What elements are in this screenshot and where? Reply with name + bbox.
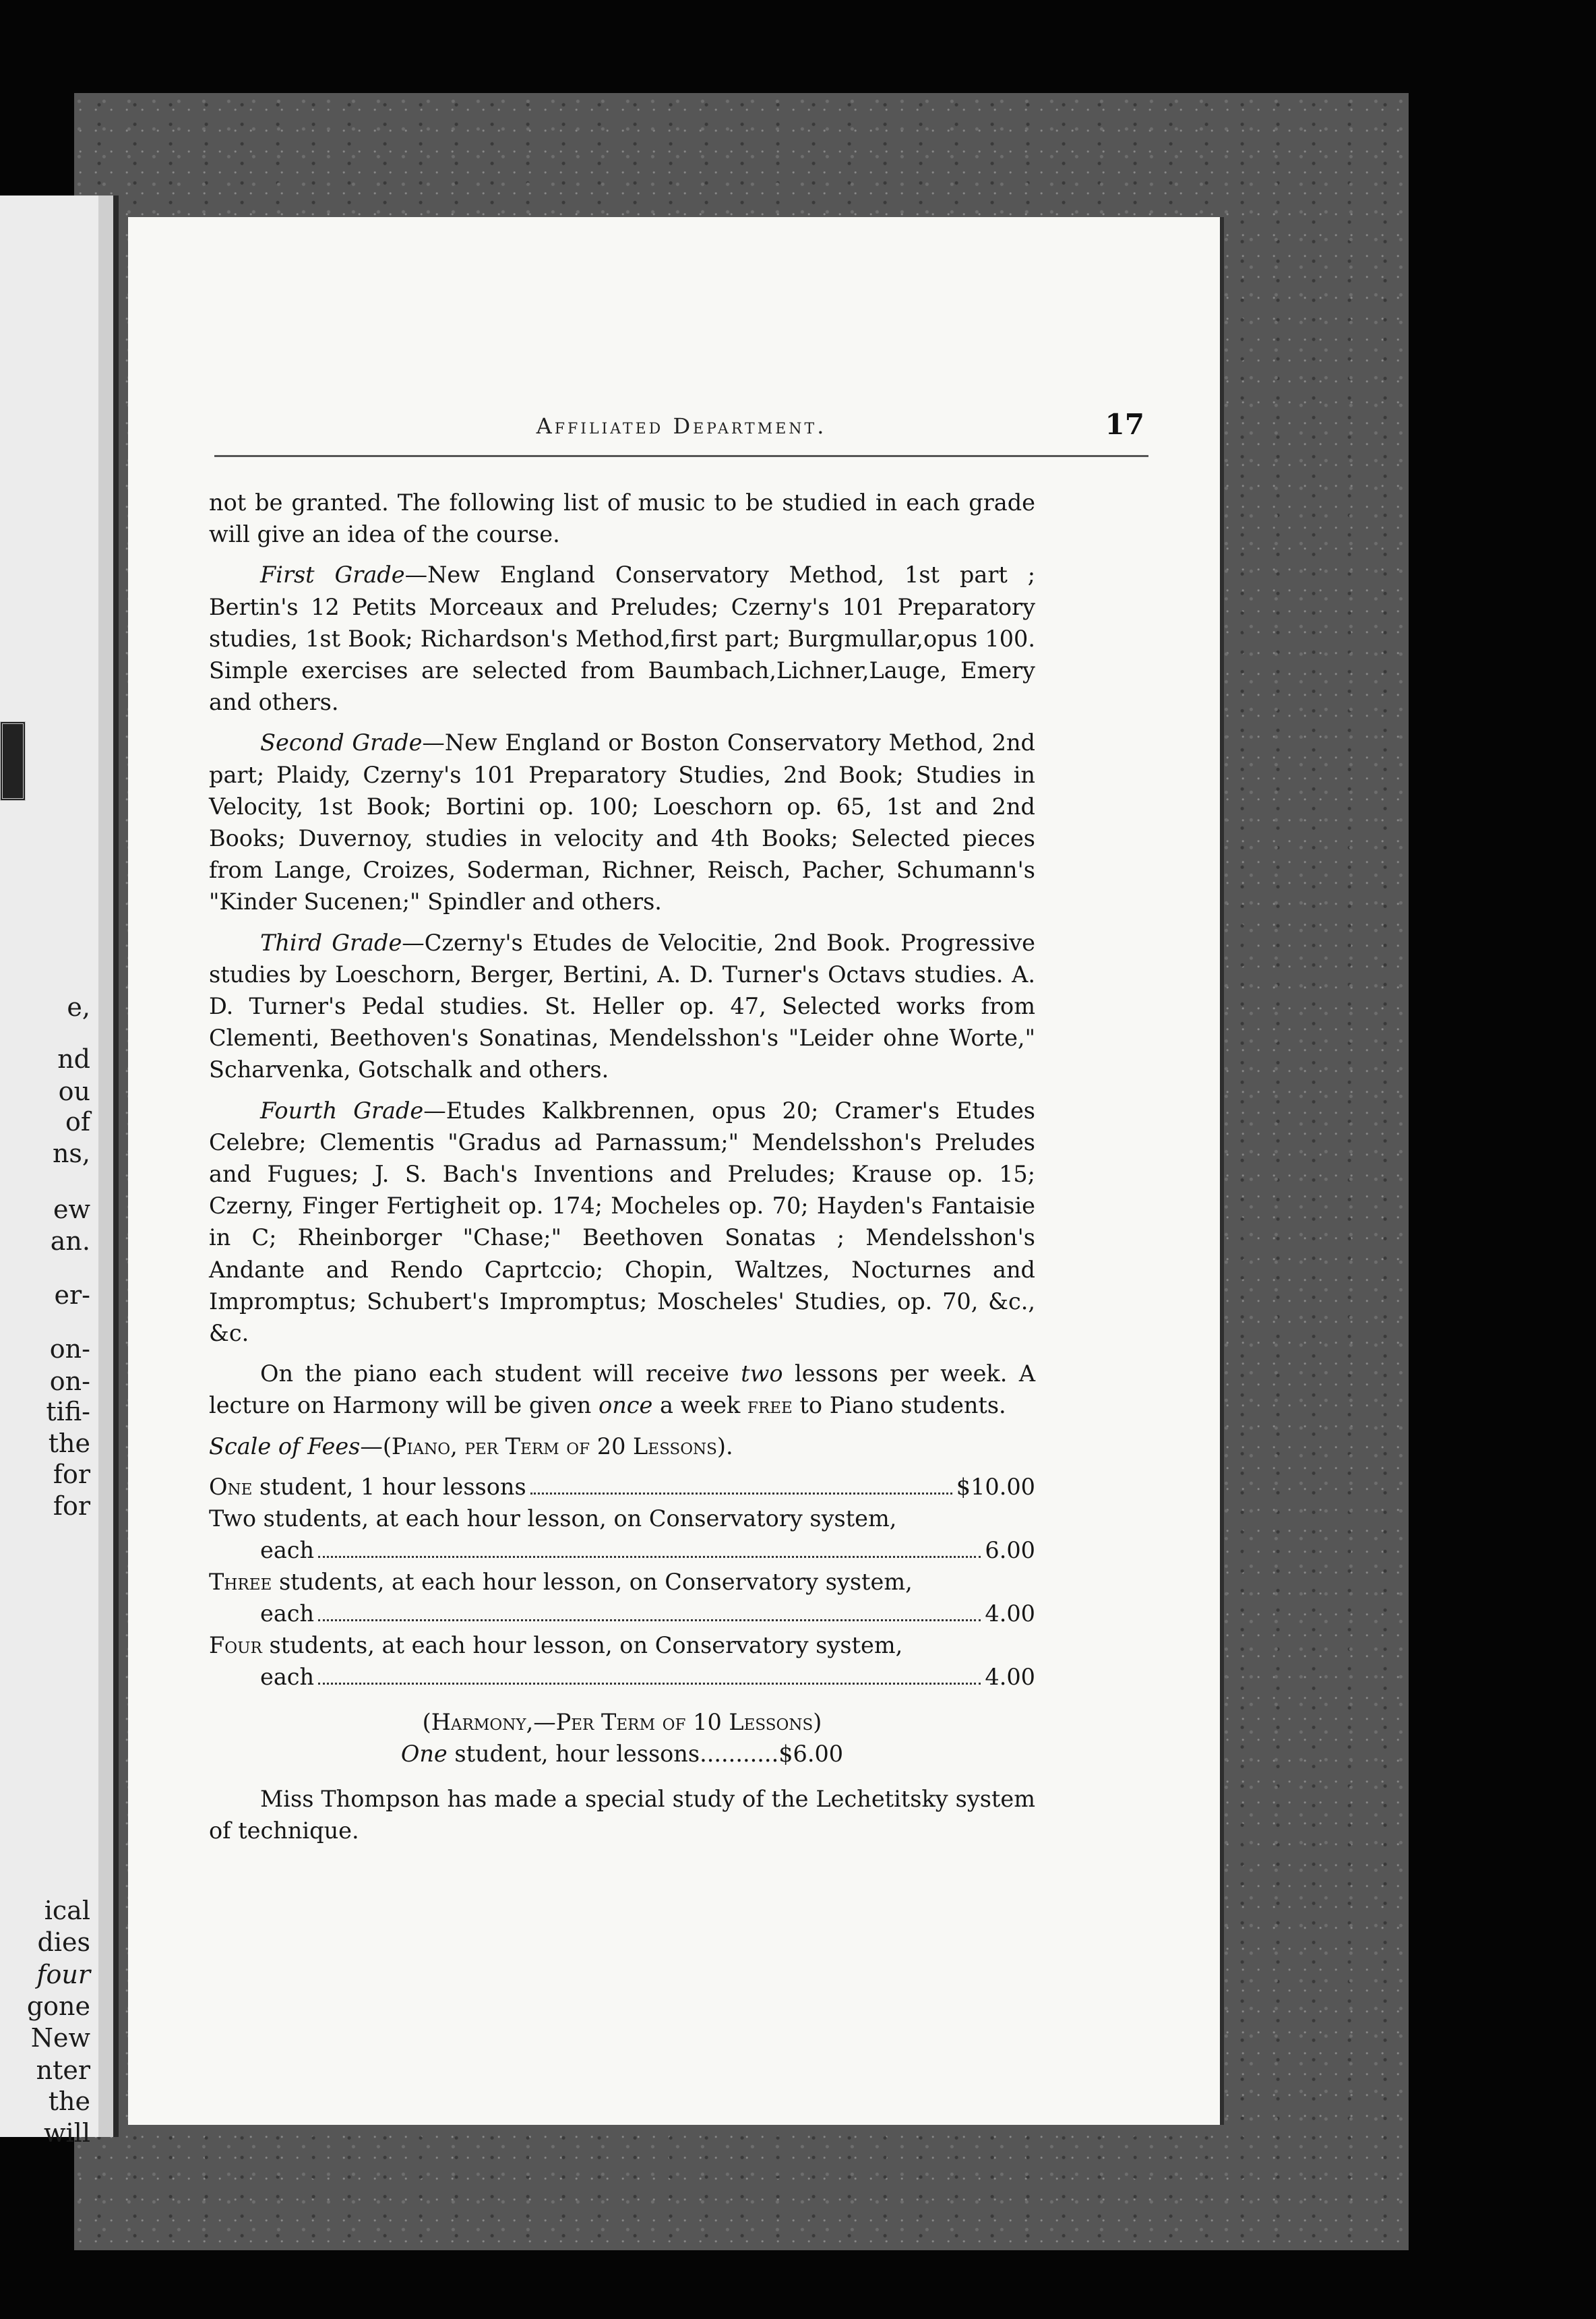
third-grade-text: —Czerny's Etudes de Velocitie, 2nd Book. Progressive studies by Loeschorn, Berger, Bertini, A. D. Turner's Octavs studies. A. D. Turner's Pedal studies. St. Heller op. 47, Selected works from Clementi, Beethoven's Sonatinas, Mendelsshon's "Leider ohne Worte," Scharvenka, Gotschalk and others. [209,929,1035,1083]
lessons-paragraph [209,1358,1035,1421]
facing-page-fragment: ns, [52,1139,90,1168]
second-grade-label: Second Grade [260,729,423,756]
second-grade-text: —New England or Boston Conservatory Method, 2nd part; Plaidy, Czerny's 101 Preparatory Studies, 2nd Book; Studies in Velocity, 1st Book; Bortini op. 100; Loeschorn op. 65, 1st and 2nd Books; Duvernoy, studies in velocity and 4th Books; Selected pieces from Lange, Croizes, Soderman, Richner, Reisch, Pacher, Schumann's "Kinder Sucenen;" Spindler and others. [209,729,1035,915]
facing-page-fragment: New [30,2023,90,2053]
intro-paragraph: not be granted. The following list of music to be studied in each grade will give an idea of the course. [209,489,1035,548]
scale-label: Scale of Fees [209,1433,361,1459]
facing-page-fragment: an. [50,1226,90,1256]
facing-page-fragment: e, [67,992,90,1022]
fee-desc: student, 1 hour lessons [252,1473,526,1500]
fee-label [209,1471,526,1503]
fee-row-two [209,1503,1035,1534]
fee-row-one [209,1471,1035,1503]
fee-count: Four [209,1631,262,1658]
fourth-grade-label: Fourth Grade [260,1097,424,1124]
fee-label [209,1629,902,1661]
facing-page-fragment: er- [54,1280,90,1310]
fee-amount: $10.00 [956,1473,1035,1500]
facing-page-fragment: on- [49,1334,90,1364]
facing-page-fragment: of [65,1107,90,1137]
fee-row-four-each [209,1661,1035,1693]
first-grade-paragraph [209,559,1035,718]
scale-of-fees-heading [209,1430,1035,1462]
facing-page-fragment: tifi- [46,1397,90,1426]
fourth-grade-paragraph [209,1095,1035,1350]
fourth-grade-text: —Etudes Kalkbrennen, opus 20; Cramer's Etudes Celebre; Clementis "Gradus ad Parnassum;" Mendelsshon's Preludes and Fugues; J. S. Bach's Inventions and Preludes; Krause op. 15; Czerny, Finger Fertigheit op. 174; Mocheles op. 70; Hayden's Fantaisie in C; Rheinborger "Chase;" Beethoven Sonatas ; Mendelsshon's Andante and Rendo Caprtccio; Chopin, Waltzes, Nocturnes and Impromptus; Schubert's Impromptus; Moscheles' Studies, op. 70, &c., &c. [209,1097,1035,1347]
fee-row-four [209,1629,1035,1661]
fee-row-two-each [209,1534,1035,1566]
first-grade-label: First Grade [260,562,405,589]
leader-dots [318,1619,981,1621]
first-grade-text: —New England Conservatory Method, 1st part ; Bertin's 12 Petits Morceaux and Preludes; Czerny's 101 Preparatory studies, 1st Book; Richardson's Method,first part; Burgmullar,opus 100. Simple exercises are selected from Baumbach,Lichner,Lauge, Emery and others. [209,562,1035,716]
fee-desc: Two students, at each hour lesson, on Conservatory system, [209,1505,897,1532]
fee-amount: 4.00 [985,1600,1035,1627]
fee-amount: 4.00 [985,1663,1035,1690]
harmony-one: One [400,1740,448,1767]
lessons-two: two [741,1360,783,1387]
lessons-text: On the piano each student will receive [260,1360,741,1387]
facing-page-fragment: nter [36,2055,90,2085]
third-grade-paragraph [209,927,1035,1086]
facing-page-fragment: for [53,1459,90,1489]
page-body [209,487,1035,1855]
facing-page-fragment: the [48,1428,90,1458]
page-number: 17 [1105,408,1144,441]
fee-row-three-each [209,1598,1035,1629]
lessons-free: free [747,1392,793,1419]
fee-each: each [260,1600,315,1627]
leader-dots [318,1683,981,1685]
fee-desc: students, at each hour lesson, on Conservatory system, [272,1568,913,1595]
leader-dots [318,1556,981,1558]
fee-row-three [209,1566,1035,1598]
second-grade-paragraph [209,727,1035,917]
library-stamp [0,721,26,801]
scale-rest: —(Piano, per Term of 20 Lessons). [360,1433,733,1459]
harmony-amount: $6.00 [778,1740,844,1767]
facing-page-fragment: will [44,2118,90,2148]
harmony-fees [209,1706,1035,1770]
lessons-text: lessons per week. A lecture on Harmony will be given [209,1360,1036,1419]
fee-desc: students, at each hour lesson, on Conservatory system, [262,1631,903,1658]
third-grade-label: Third Grade [260,929,402,956]
lessons-once: once [598,1392,653,1419]
facing-page-fragment: for [53,1491,90,1521]
fee-table [209,1471,1035,1693]
facing-page-fragment: the [48,2086,90,2116]
facing-page-fragment: on- [49,1366,90,1396]
facing-page-fragment: four [36,1960,90,1989]
lessons-text: to Piano students. [792,1392,1006,1419]
facing-page-fragment: ou [58,1077,90,1106]
harmony-leader: ........... [700,1740,779,1767]
book-page [128,217,1220,2125]
leader-dots [530,1493,952,1495]
closing-paragraph: Miss Thompson has made a special study of the Lechetitsky system of technique. [209,1785,1035,1844]
fee-label [209,1566,913,1598]
facing-page-fragment: ew [53,1195,90,1224]
fee-each: each [260,1536,315,1563]
facing-page [0,195,119,2148]
fee-each: each [260,1663,315,1690]
running-header [214,408,1148,457]
page-gutter [98,195,113,2137]
fee-count: Three [209,1568,272,1595]
running-head-title: Affiliated Department. [536,413,827,439]
fee-amount: 6.00 [985,1536,1035,1563]
facing-page-fragment: ical [44,1896,90,1925]
fee-count: One [209,1473,253,1500]
facing-page-fragment: gone [26,1991,90,2021]
harmony-line [209,1738,1035,1770]
facing-page-fragment: dies [37,1927,90,1957]
harmony-heading: (Harmony,—Per Term of 10 Lessons) [422,1708,822,1735]
lessons-text: a week [652,1392,747,1419]
facing-page-fragment: nd [57,1044,90,1074]
harmony-desc: student, hour lessons [447,1740,700,1767]
